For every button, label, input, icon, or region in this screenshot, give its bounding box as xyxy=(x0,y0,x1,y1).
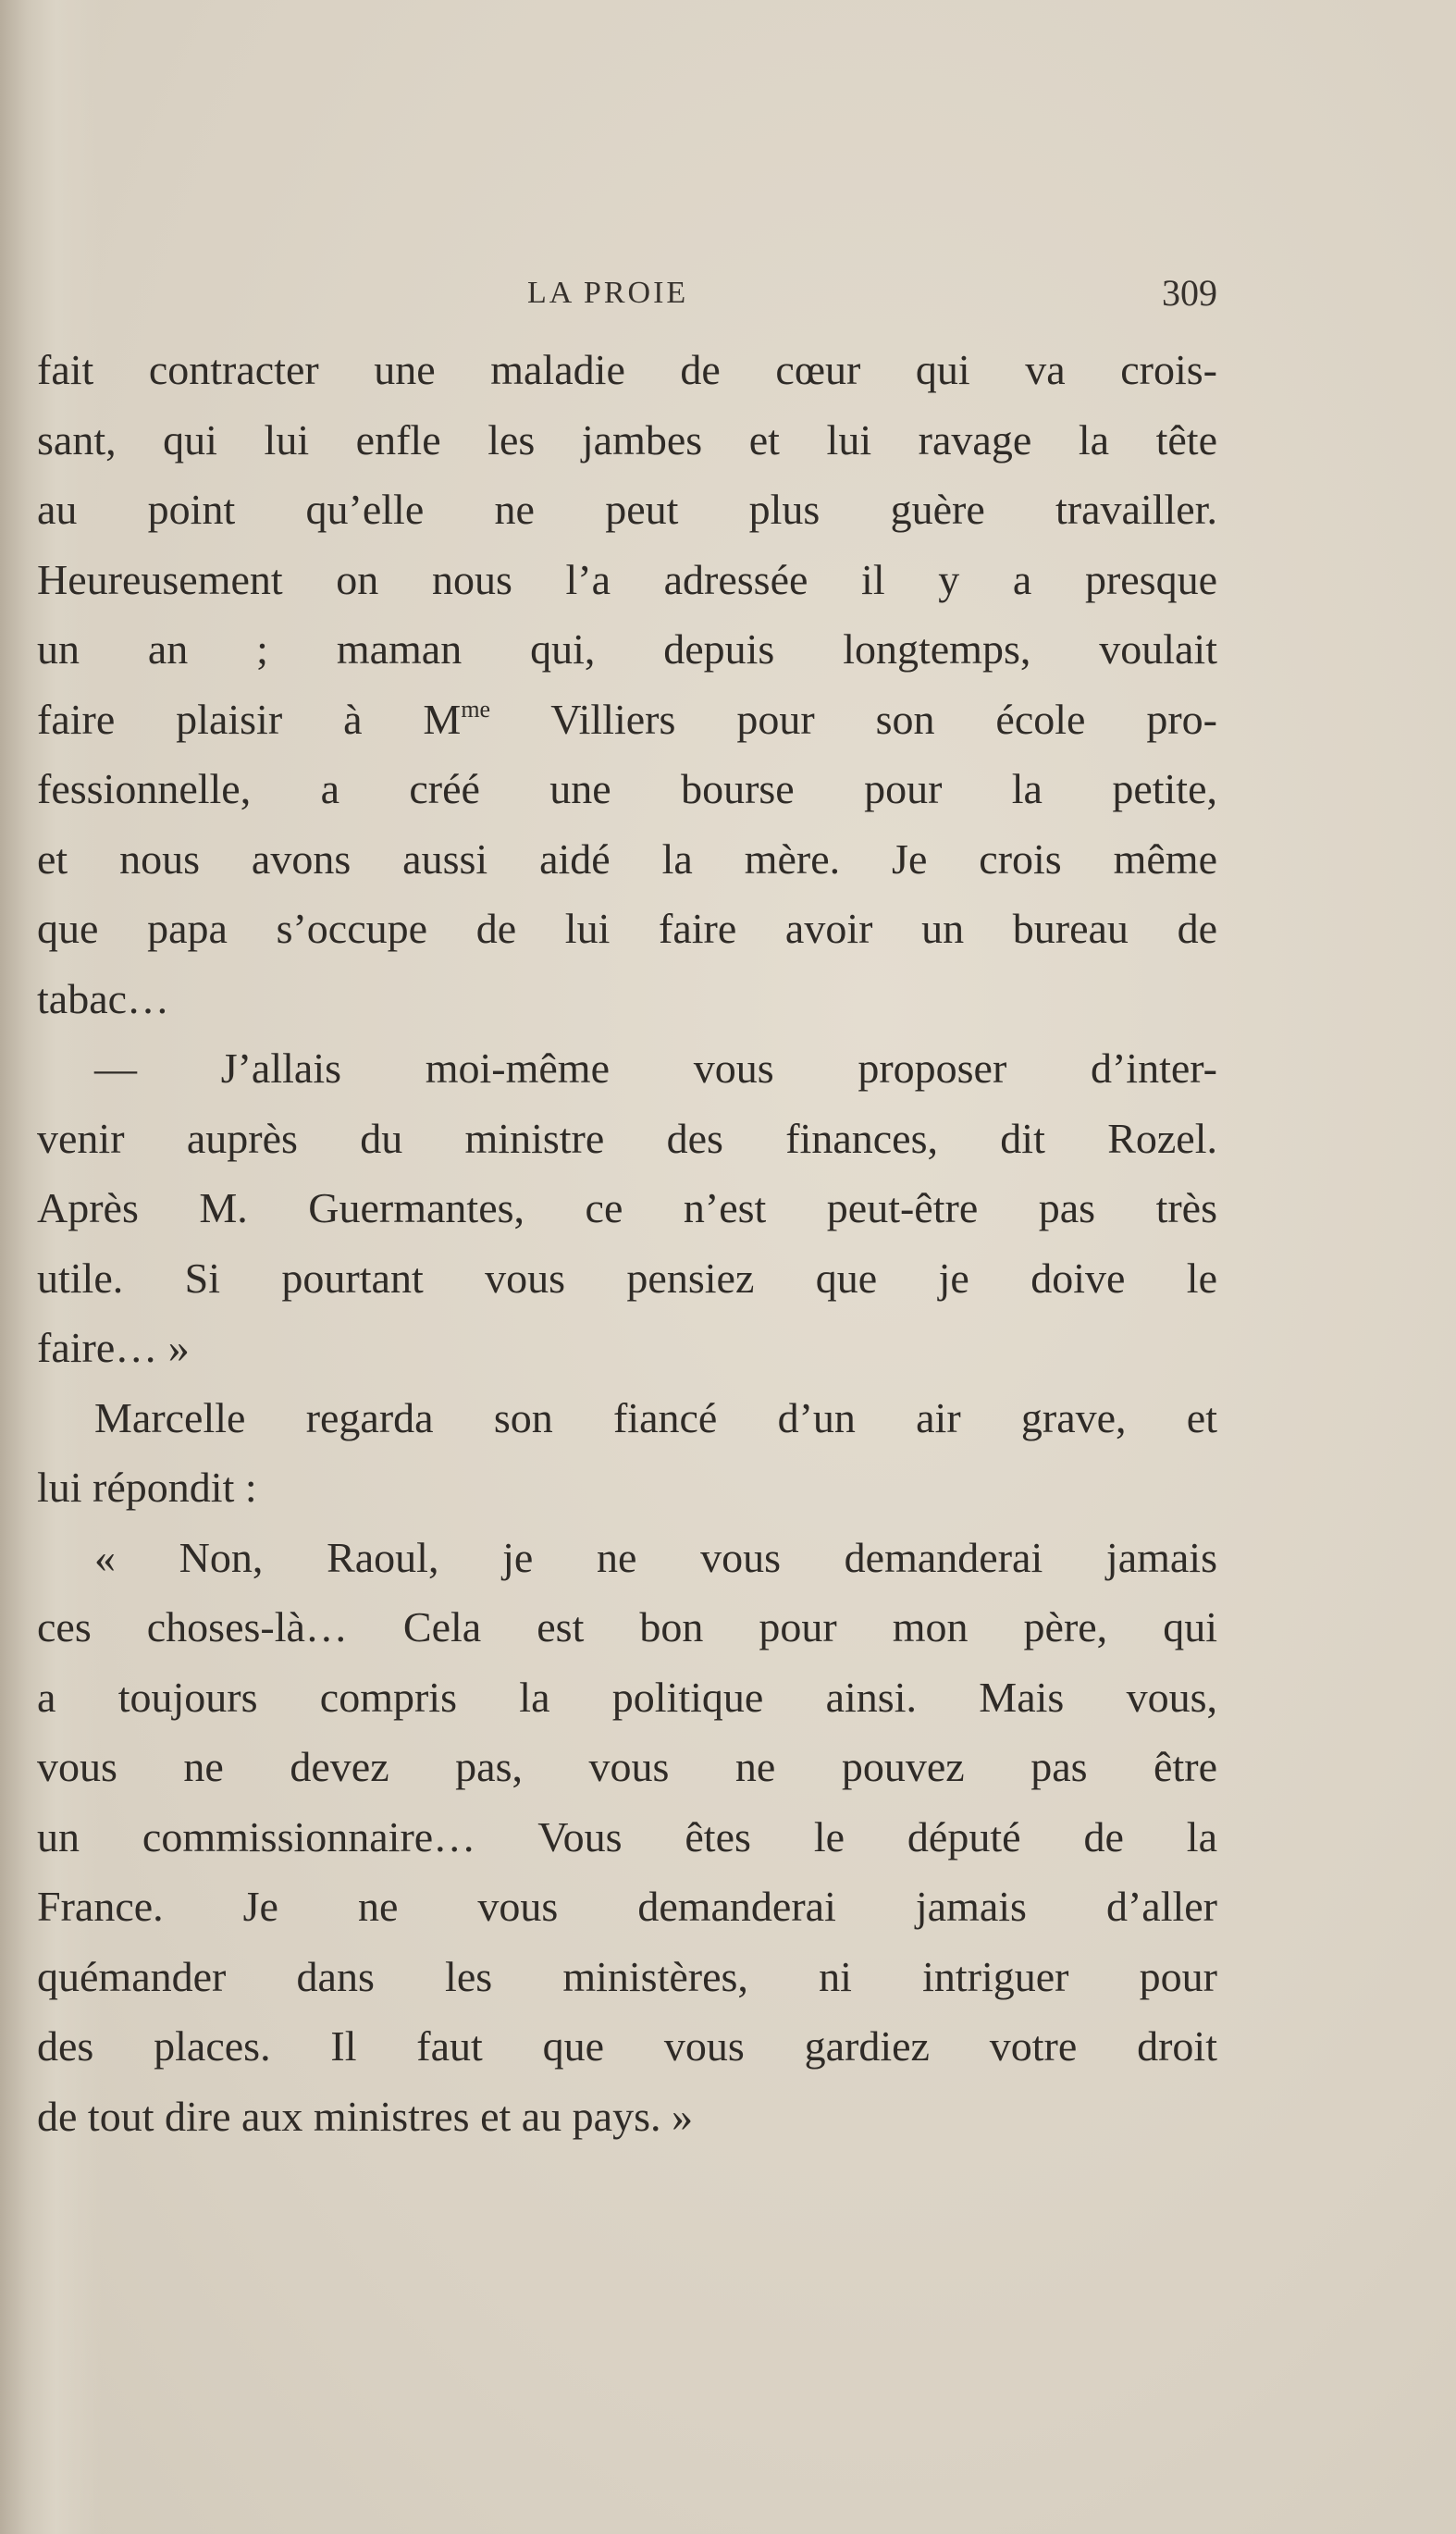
text-line: faire… » xyxy=(37,1324,190,1371)
text-line: un an ; maman qui, depuis longtemps, voulait xyxy=(37,625,1217,673)
text-line: utile. Si pourtant vous pensiez que je doive le xyxy=(37,1254,1217,1302)
text-line: un commissionnaire… Vous êtes le député de la xyxy=(37,1812,1217,1860)
text-line: — J’allais moi-même vous proposer d’inter- xyxy=(94,1045,1217,1092)
text-line: de tout dire aux ministres et au pays. » xyxy=(37,2092,694,2140)
text-segment: Villiers pour son école pro- xyxy=(490,695,1217,743)
page-number: 309 xyxy=(1162,272,1217,314)
body-text xyxy=(37,335,1217,2151)
text-line: venir auprès du ministre des finances, dit Rozel. xyxy=(37,1114,1217,1162)
running-title: LA PROIE xyxy=(527,276,689,310)
text-line: « Non, Raoul, je ne vous demanderai jamais xyxy=(94,1533,1217,1581)
text-line xyxy=(37,685,1217,755)
text-line: Heureusement on nous l’a adressée il y a presque xyxy=(37,555,1217,603)
text-line: sant, qui lui enfle les jambes et lui ravage la tête xyxy=(37,415,1217,464)
text-line: Marcelle regarda son fiancé d’un air grave, et xyxy=(94,1393,1217,1441)
text-line: quémander dans les ministères, ni intriguer pour xyxy=(37,1952,1217,2000)
running-head xyxy=(37,270,1217,316)
text-line: lui répondit : xyxy=(37,1464,257,1511)
text-line: tabac… xyxy=(37,974,170,1022)
text-line: au point qu’elle ne peut plus guère travailler. xyxy=(37,486,1217,533)
text-line: vous ne devez pas, vous ne pouvez pas être xyxy=(37,1743,1217,1790)
text-line: que papa s’occupe de lui faire avoir un bureau de xyxy=(37,905,1217,952)
text-line: fessionnelle, a créé une bourse pour la petite, xyxy=(37,765,1217,812)
text-line: a toujours compris la politique ainsi. Mais vous, xyxy=(37,1673,1217,1721)
text-line: Après M. Guermantes, ce n’est peut-être pas très xyxy=(37,1184,1217,1231)
text-line: ces choses-là… Cela est bon pour mon père, qui xyxy=(37,1603,1217,1650)
text-line: des places. Il faut que vous gardiez votre droit xyxy=(37,2022,1217,2070)
text-line: fait contracter une maladie de cœur qui va crois- xyxy=(37,346,1217,393)
superscript: me xyxy=(461,695,491,723)
text-line: et nous avons aussi aidé la mère. Je crois même xyxy=(37,834,1217,883)
text-segment: faire plaisir à M xyxy=(37,695,462,743)
text-line: France. Je ne vous demanderai jamais d’aller xyxy=(37,1883,1217,1930)
